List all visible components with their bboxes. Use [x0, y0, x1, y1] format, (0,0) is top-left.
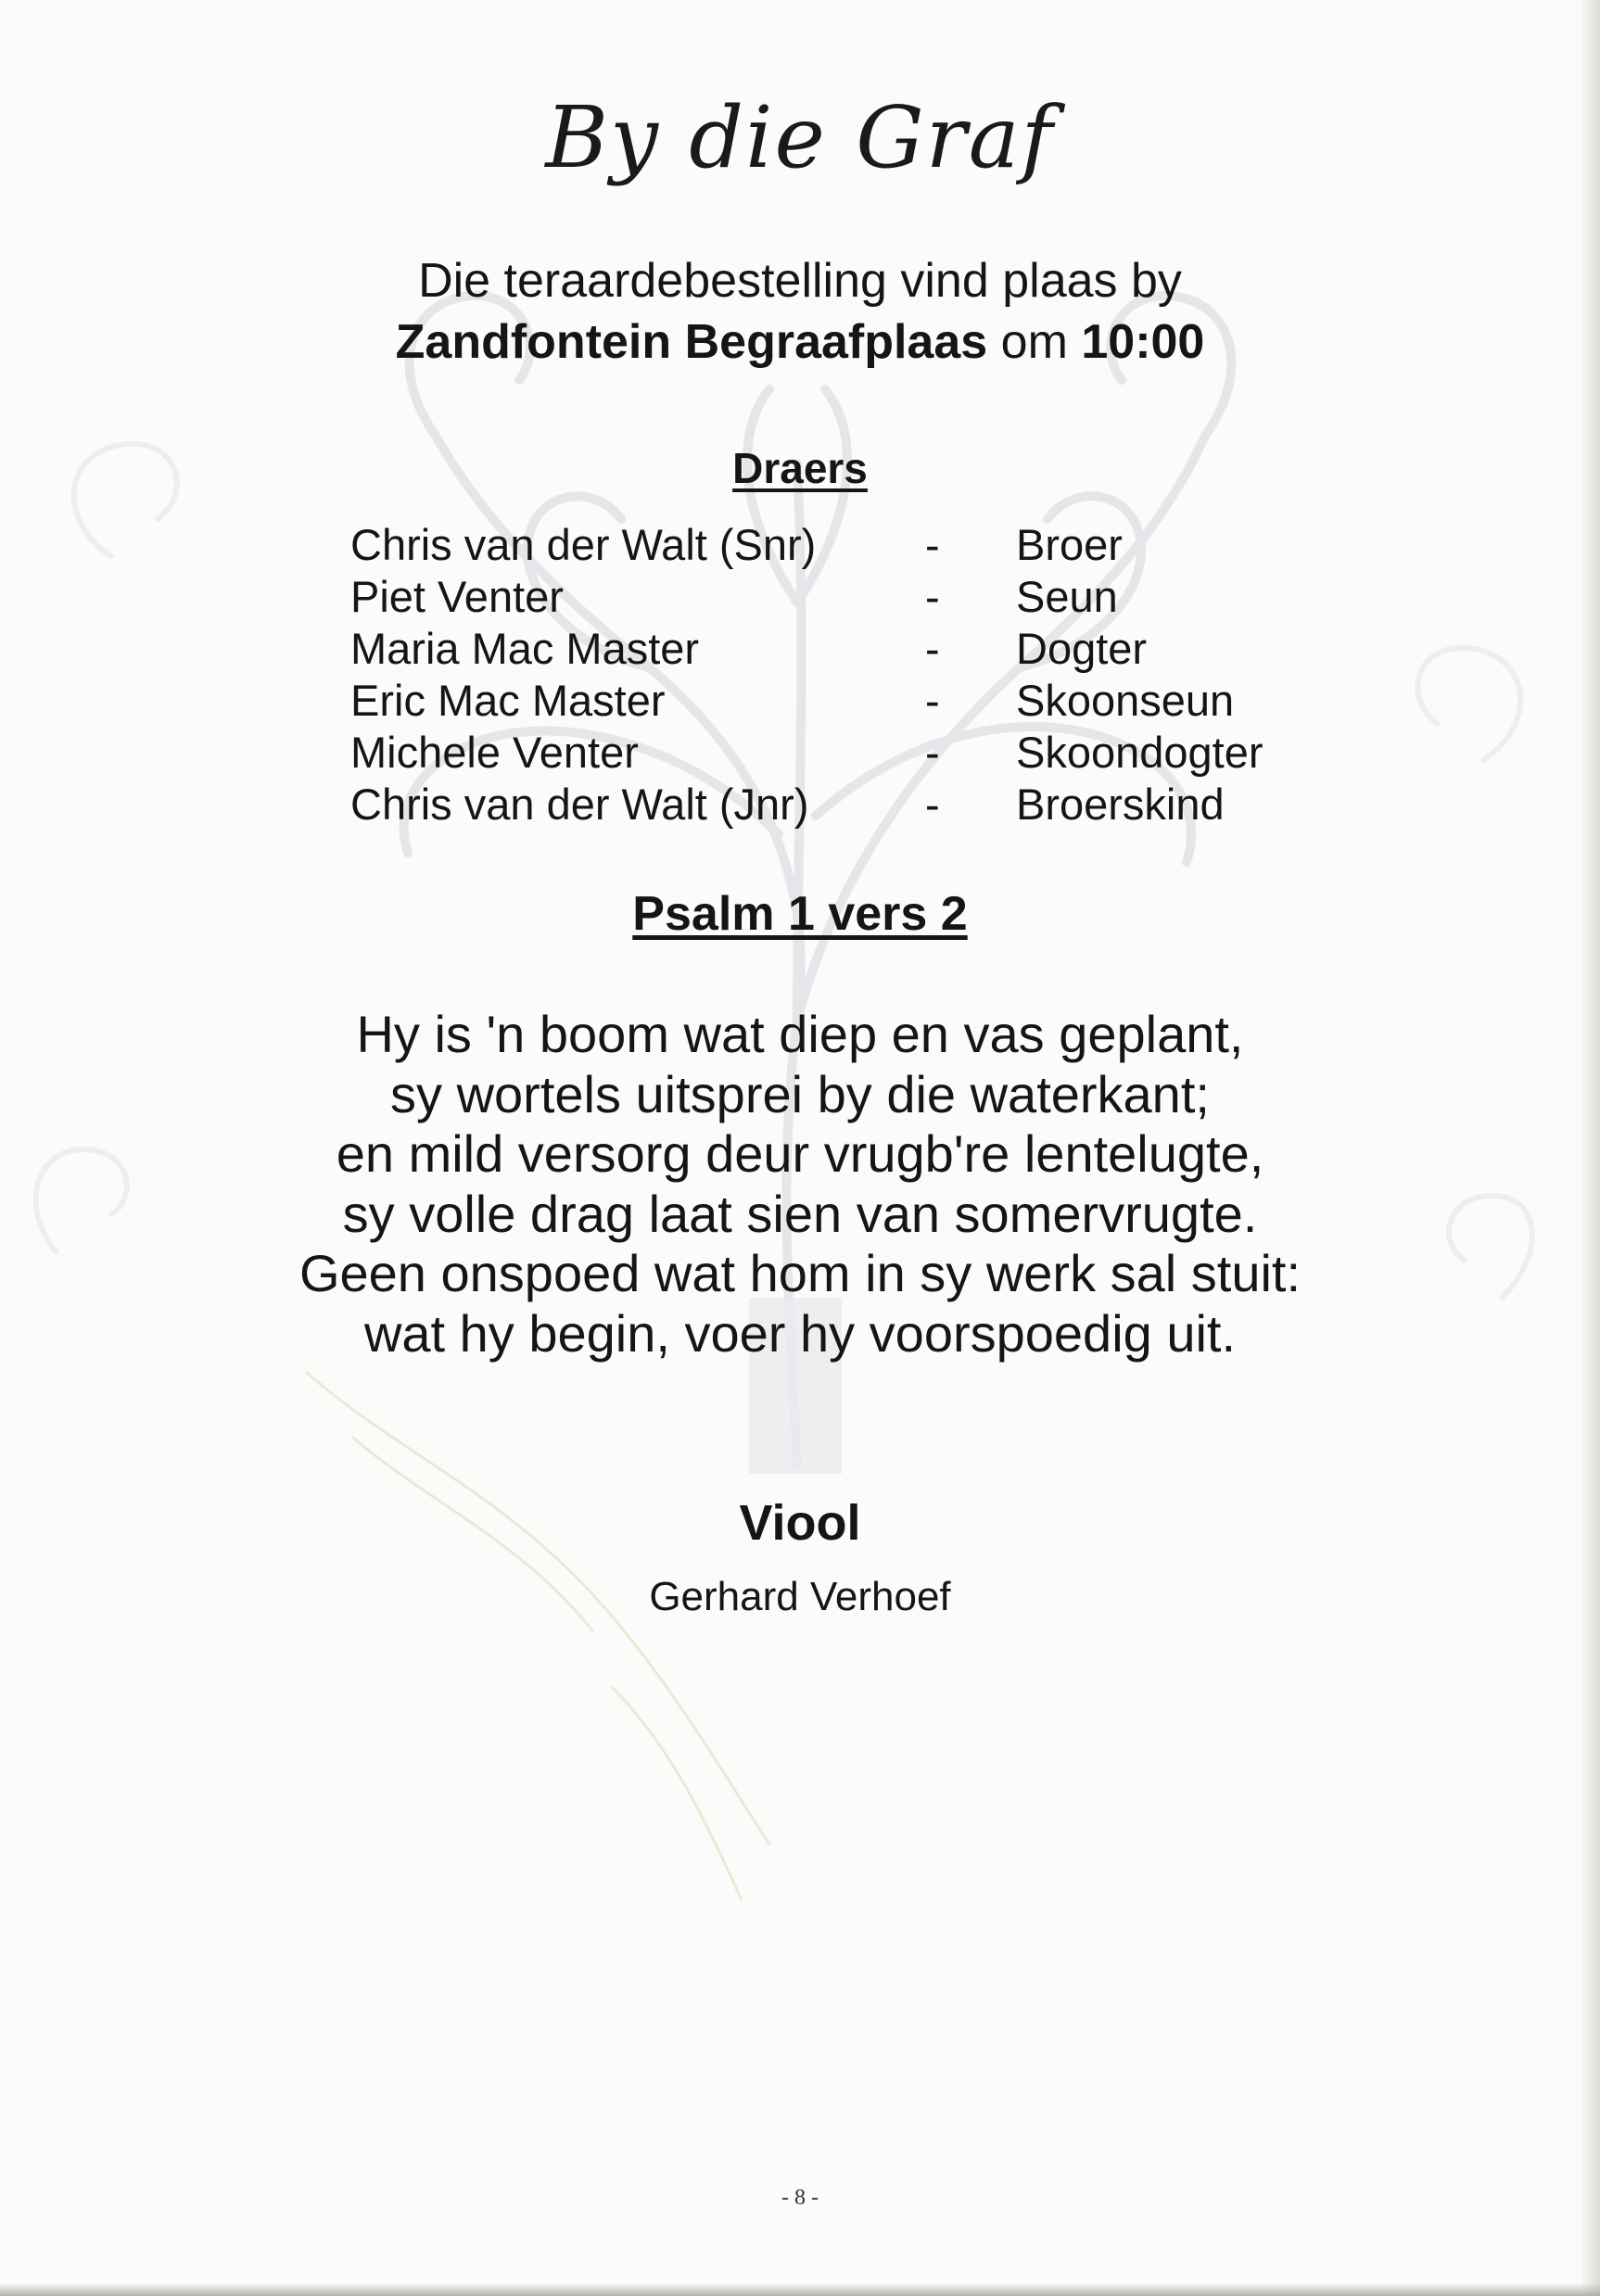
- music-heading: Viool: [739, 1495, 861, 1551]
- verse-line: Geen onspoed wat hom in sy werk sal stuit:: [298, 1244, 1302, 1302]
- bearer-separator: -: [925, 780, 940, 829]
- bearer-separator: -: [925, 572, 940, 621]
- bearer-name: Chris van der Walt (Snr): [350, 520, 817, 569]
- performer-name: Gerhard Verhoef: [649, 1574, 951, 1619]
- bearer-relation: Seun: [1016, 572, 1118, 621]
- bearer-separator: -: [925, 520, 940, 569]
- bearer-relation: Broerskind: [1016, 780, 1225, 829]
- bearer-relation: Skoonseun: [1016, 676, 1235, 725]
- bearers-list: [350, 519, 1277, 831]
- bearer-row: [350, 675, 1277, 727]
- bearer-row: [350, 623, 1277, 675]
- page-number: - 8 -: [781, 2186, 819, 2210]
- bearer-name: Chris van der Walt (Jnr): [350, 780, 809, 829]
- page-title: By die Graf: [545, 88, 1055, 187]
- verse-line: en mild versorg deur vrugb're lentelugte,: [336, 1124, 1264, 1183]
- bearer-separator: -: [925, 728, 940, 777]
- bearer-relation: Broer: [1016, 520, 1123, 569]
- psalm-heading: Psalm 1 vers 2: [632, 887, 968, 941]
- verse-line: Hy is 'n boom wat diep en vas geplant,: [356, 1005, 1244, 1063]
- bearer-name: Maria Mac Master: [350, 624, 700, 673]
- bearer-row: [350, 519, 1277, 571]
- bearer-name: Michele Venter: [350, 728, 639, 777]
- bearer-separator: -: [925, 676, 940, 725]
- burial-intro: [0, 250, 1600, 373]
- cemetery-name: Zandfontein Begraafplaas: [395, 315, 988, 369]
- verse-line: sy wortels uitsprei by die waterkant;: [390, 1064, 1210, 1123]
- bearer-separator: -: [925, 624, 940, 673]
- verse-line: sy volle drag laat sien van somervrugte.: [342, 1184, 1258, 1243]
- bearer-name: Piet Venter: [350, 572, 564, 621]
- psalm-verse: [0, 1005, 1600, 1364]
- bearer-name: Eric Mac Master: [350, 676, 666, 725]
- bearer-row: [350, 571, 1277, 623]
- bearers-heading: Draers: [732, 444, 868, 492]
- bearer-row: [350, 727, 1277, 779]
- bearer-relation: Dogter: [1016, 624, 1148, 673]
- verse-line: wat hy begin, voer hy voorspoedig uit.: [363, 1303, 1237, 1363]
- intro-om: om: [1000, 315, 1068, 369]
- burial-time: 10:00: [1081, 315, 1205, 369]
- bearer-row: [350, 779, 1277, 831]
- bearer-relation: Skoondogter: [1016, 728, 1263, 777]
- intro-line: Die teraardebestelling vind plaas by: [418, 254, 1182, 308]
- intro-place-line: [0, 311, 1600, 373]
